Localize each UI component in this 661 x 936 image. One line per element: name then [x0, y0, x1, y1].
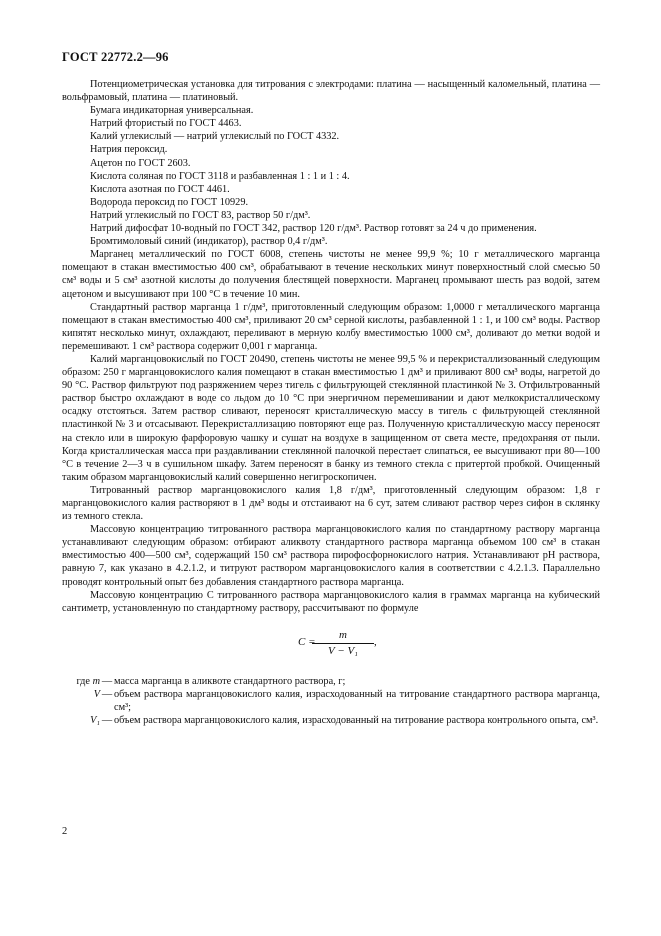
paragraph: Кислота азотная по ГОСТ 4461.	[90, 183, 230, 195]
definition-item	[62, 714, 600, 727]
paragraph: Массовую концентрацию титрованного раствора марганцовокислого калия по стандартному раствору марганца устанавливают следующим образом: отбирают аликвоту стандартного раствора марганца объемом 100 см³ в стакан вместимостью 400—500 см³, содержащий 150 см³ раствора пирофосфорнокислого натрия. Устанавливают рН раствора, равную 7, как указано в 4.2.1.2, и титруют раствором марганцовокислого калия в соответствии с 4.2.1.3. Параллельно проводят контрольный опыт без добавления стандартного раствора марганца.	[62, 524, 600, 588]
paragraph: Натрий углекислый по ГОСТ 83, раствор 50 г/дм³.	[90, 209, 311, 221]
paragraph: Массовую концентрацию С титрованного раствора марганцовокислого калия в граммах марганца на кубический сантиметр, установленную по стандартному раствору, рассчитывают по формуле	[62, 589, 600, 614]
definition-symbol	[62, 675, 100, 688]
paragraph: Стандартный раствор марганца 1 г/дм³, приготовленный следующим образом: 1,0000 г металлического марганца помещают в стакан вместимостью 400 см³, приливают 20 см³ серной кислоты, разбавленной 1 : 1, и 100 см³ воды. Раствор кипятят несколько минут, охлаждают, переливают в мерную колбу вместимостью 1000 см³, доливают до метки водой и перемешивают. 1 см³ раствора содержит 0,001 г марганца.	[62, 301, 600, 352]
definition-dash: —	[101, 675, 113, 687]
formula-lhs: C =	[298, 635, 316, 648]
definition-text: объем раствора марганцовокислого калия, израсходованный на титрование стандартного раствора марганца, см³;	[114, 688, 600, 714]
paragraph: Калий углекислый — натрий углекислый по ГОСТ 4332.	[90, 131, 340, 143]
page-number: 2	[62, 826, 68, 837]
paragraph: Потенциометрическая установка для титрования с электродами: платина — насыщенный каломельный, платина — вольфрамовый, платина — платиновый.	[62, 79, 600, 104]
definition-lead: где	[76, 675, 90, 687]
paragraph: Натрия пероксид.	[90, 144, 168, 156]
formula	[62, 629, 600, 657]
paragraph: Натрий дифосфат 10-водный по ГОСТ 342, раствор 120 г/дм³. Раствор готовят за 24 ч до применения.	[90, 223, 537, 235]
formula-comma: ,	[374, 635, 377, 648]
document-body	[62, 78, 600, 727]
paragraph: Бромтимоловый синий (индикатор), раствор 0,4 г/дм³.	[90, 236, 328, 248]
document-header: ГОСТ 22772.2—96	[62, 50, 169, 64]
paragraph: Калий марганцовокислый по ГОСТ 20490, степень чистоты не менее 99,5 % и перекристаллизованный следующим образом: 250 г марганцовокислого калия помещают в стакан вместимостью 1 дм³ и приливают 800 см³ воды, нагретой до 90 °С. Раствор фильтруют под разряжением через тигель с фильтрующей стеклянной пластинкой № 3. Отфильтрованный раствор быстро охлаждают в воде со льдом до 10 °С при энергичном перемешивании и дают мелкокристаллическому осадку отстояться. Затем раствор сливают, переносят кристаллическую массу в тигель с фильтрующей стеклянной пластинкой № 3 и отсасывают. Перекристаллизацию повторяют еще раз. Полученную кристаллическую массу переносят на стекло или в широкую фарфоровую чашку и сушат на воздухе в защищенном от света месте, предохраняя от пыли. Когда кристаллическая масса при раздавливании стеклянной палочкой перестает слипаться, ее высушивают при 80—100 °С в течение 2—3 ч в сушильном шкафу. Затем переносят в банку из темного стекла с притертой пробкой. Очищенный таким образом марганцовокислый калий совершенно негигроскопичен.	[62, 353, 600, 483]
definition-symbol: V	[93, 688, 100, 700]
definition-dash: —	[101, 688, 113, 700]
definitions-list	[62, 675, 600, 727]
paragraph: Титрованный раствор марганцовокислого калия 1,8 г/дм³, приготовленный следующим образом: 1,8 г марганцовокислого калия растворяют в 1 дм³ воды и отстаивают на 6 сут, затем сливают раствор через сифон в склянку из темного стекла.	[62, 484, 600, 523]
formula-fraction	[312, 629, 374, 658]
formula-denominator: V − V₁	[328, 644, 358, 657]
definition-text: объем раствора марганцовокислого калия, израсходованный на титрование раствора контрольного опыта, см³.	[114, 715, 599, 727]
definition-symbol: V₁	[90, 715, 100, 727]
definition-text: масса марганца в аликвоте стандартного раствора, г;	[114, 675, 346, 687]
paragraph: Марганец металлический по ГОСТ 6008, степень чистоты не менее 99,9 %; 10 г металлического марганца помещают в стакан вместимостью 400 см³, обрабатывают в течение нескольких минут поверхностный слой смесью 50 см³ воды и 5 см³ азотной кислоты до получения блестящей поверхности. Марганец промывают шесть раз водой, затем ацетоном и высушивают при 100 °С в течение 10 мин.	[62, 249, 600, 300]
paragraph: Водорода пероксид по ГОСТ 10929.	[90, 196, 249, 208]
definition-item	[62, 675, 600, 688]
formula-numerator: m	[312, 629, 374, 644]
definition-item	[62, 688, 600, 714]
paragraph: Бумага индикаторная универсальная.	[90, 105, 254, 117]
paragraph: Ацетон по ГОСТ 2603.	[90, 157, 191, 169]
paragraph: Кислота соляная по ГОСТ 3118 и разбавленная 1 : 1 и 1 : 4.	[90, 170, 350, 182]
definition-dash: —	[101, 715, 113, 727]
paragraph: Натрий фтористый по ГОСТ 4463.	[90, 118, 242, 130]
definition-symbol-text: m	[92, 675, 100, 687]
